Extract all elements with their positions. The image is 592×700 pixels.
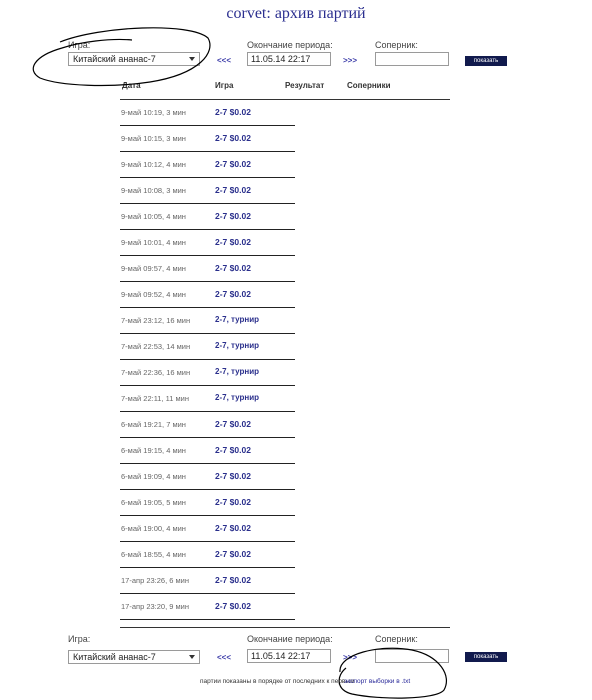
export-txt-link[interactable]: экспорт выборки в .txt bbox=[344, 678, 411, 685]
row-game-link[interactable]: 2-7 $0.02 bbox=[215, 601, 251, 611]
table-row bbox=[120, 360, 295, 386]
row-date: 7-май 23:12, 16 мин bbox=[121, 316, 191, 325]
table-row bbox=[120, 256, 295, 282]
game-select-value-bottom: Китайский ананас-7 bbox=[73, 652, 156, 662]
next-period-link-bottom[interactable]: >>> bbox=[343, 653, 358, 662]
row-game-link[interactable]: 2-7 $0.02 bbox=[215, 419, 251, 429]
table-bottom-divider bbox=[120, 627, 450, 628]
games-table bbox=[120, 100, 295, 620]
sort-order-note: партии показаны в порядке от последних к первым bbox=[200, 678, 355, 685]
game-select-bottom[interactable] bbox=[68, 650, 200, 664]
row-date: 17-апр 23:26, 6 мин bbox=[121, 576, 190, 585]
show-button[interactable]: показать bbox=[465, 56, 507, 66]
page-title: corvet: архив партий bbox=[226, 5, 366, 22]
row-date: 6-май 19:15, 4 мин bbox=[121, 446, 186, 455]
period-end-label-bottom: Окончание периода: bbox=[247, 634, 333, 644]
row-date: 7-май 22:36, 16 мин bbox=[121, 368, 191, 377]
row-game-link[interactable]: 2-7 $0.02 bbox=[215, 471, 251, 481]
table-row bbox=[120, 178, 295, 204]
row-date: 9-май 10:01, 4 мин bbox=[121, 238, 186, 247]
row-game-link[interactable]: 2-7, турнир bbox=[215, 367, 259, 376]
row-game-link[interactable]: 2-7 $0.02 bbox=[215, 263, 251, 273]
row-date: 6-май 18:55, 4 мин bbox=[121, 550, 186, 559]
row-date: 9-май 10:08, 3 мин bbox=[121, 186, 186, 195]
row-game-link[interactable]: 2-7 $0.02 bbox=[215, 289, 251, 299]
row-game-link[interactable]: 2-7 $0.02 bbox=[215, 159, 251, 169]
row-date: 9-май 10:12, 4 мин bbox=[121, 160, 186, 169]
table-row bbox=[120, 412, 295, 438]
game-select-value: Китайский ананас-7 bbox=[73, 54, 156, 64]
row-date: 6-май 19:00, 4 мин bbox=[121, 524, 186, 533]
period-end-label: Окончание периода: bbox=[247, 40, 333, 50]
row-date: 9-май 09:57, 4 мин bbox=[121, 264, 186, 273]
opponent-input[interactable] bbox=[375, 52, 449, 66]
row-game-link[interactable]: 2-7 $0.02 bbox=[215, 237, 251, 247]
table-row bbox=[120, 386, 295, 412]
game-label: Игра: bbox=[68, 40, 91, 50]
row-game-link[interactable]: 2-7 $0.02 bbox=[215, 497, 251, 507]
prev-period-link[interactable]: <<< bbox=[217, 56, 232, 65]
row-date: 7-май 22:11, 11 мин bbox=[121, 394, 190, 403]
row-game-link[interactable]: 2-7 $0.02 bbox=[215, 445, 251, 455]
row-game-link[interactable]: 2-7, турнир bbox=[215, 393, 259, 402]
row-game-link[interactable]: 2-7 $0.02 bbox=[215, 211, 251, 221]
row-game-link[interactable]: 2-7 $0.02 bbox=[215, 107, 251, 117]
table-row bbox=[120, 204, 295, 230]
table-row bbox=[120, 152, 295, 178]
row-game-link[interactable]: 2-7 $0.02 bbox=[215, 549, 251, 559]
table-row bbox=[120, 542, 295, 568]
chevron-down-icon bbox=[189, 655, 195, 659]
prev-period-link-bottom[interactable]: <<< bbox=[217, 653, 232, 662]
row-date: 9-май 10:19, 3 мин bbox=[121, 108, 186, 117]
table-row bbox=[120, 568, 295, 594]
row-date: 6-май 19:05, 5 мин bbox=[121, 498, 186, 507]
period-end-input[interactable]: 11.05.14 22:17 bbox=[247, 52, 331, 66]
table-row bbox=[120, 230, 295, 256]
row-game-link[interactable]: 2-7 $0.02 bbox=[215, 523, 251, 533]
column-header-opponents: Соперники bbox=[347, 81, 391, 90]
table-row bbox=[120, 594, 295, 620]
row-date: 9-май 09:52, 4 мин bbox=[121, 290, 186, 299]
table-row bbox=[120, 334, 295, 360]
game-select[interactable] bbox=[68, 52, 200, 66]
table-row bbox=[120, 490, 295, 516]
table-row bbox=[120, 516, 295, 542]
row-date: 17-апр 23:20, 9 мин bbox=[121, 602, 190, 611]
row-date: 9-май 10:15, 3 мин bbox=[121, 134, 186, 143]
row-date: 6-май 19:09, 4 мин bbox=[121, 472, 186, 481]
chevron-down-icon bbox=[189, 57, 195, 61]
row-date: 9-май 10:05, 4 мин bbox=[121, 212, 186, 221]
column-header-result: Результат bbox=[285, 81, 325, 90]
row-game-link[interactable]: 2-7 $0.02 bbox=[215, 133, 251, 143]
column-header-game: Игра bbox=[215, 81, 234, 90]
row-date: 7-май 22:53, 14 мин bbox=[121, 342, 191, 351]
opponent-input-bottom[interactable] bbox=[375, 649, 449, 663]
next-period-link[interactable]: >>> bbox=[343, 56, 358, 65]
table-row bbox=[120, 464, 295, 490]
game-label-bottom: Игра: bbox=[68, 634, 91, 644]
column-header-date: Дата bbox=[122, 81, 141, 90]
row-game-link[interactable]: 2-7 $0.02 bbox=[215, 185, 251, 195]
table-row bbox=[120, 282, 295, 308]
table-row bbox=[120, 100, 295, 126]
row-date: 6-май 19:21, 7 мин bbox=[121, 420, 186, 429]
table-row bbox=[120, 308, 295, 334]
period-end-input-bottom[interactable]: 11.05.14 22:17 bbox=[247, 649, 331, 663]
opponent-label: Соперник: bbox=[375, 40, 418, 50]
row-game-link[interactable]: 2-7 $0.02 bbox=[215, 575, 251, 585]
show-button-bottom[interactable]: показать bbox=[465, 652, 507, 662]
table-header bbox=[0, 81, 592, 99]
table-row bbox=[120, 126, 295, 152]
opponent-label-bottom: Соперник: bbox=[375, 634, 418, 644]
row-game-link[interactable]: 2-7, турнир bbox=[215, 341, 259, 350]
row-game-link[interactable]: 2-7, турнир bbox=[215, 315, 259, 324]
table-row bbox=[120, 438, 295, 464]
